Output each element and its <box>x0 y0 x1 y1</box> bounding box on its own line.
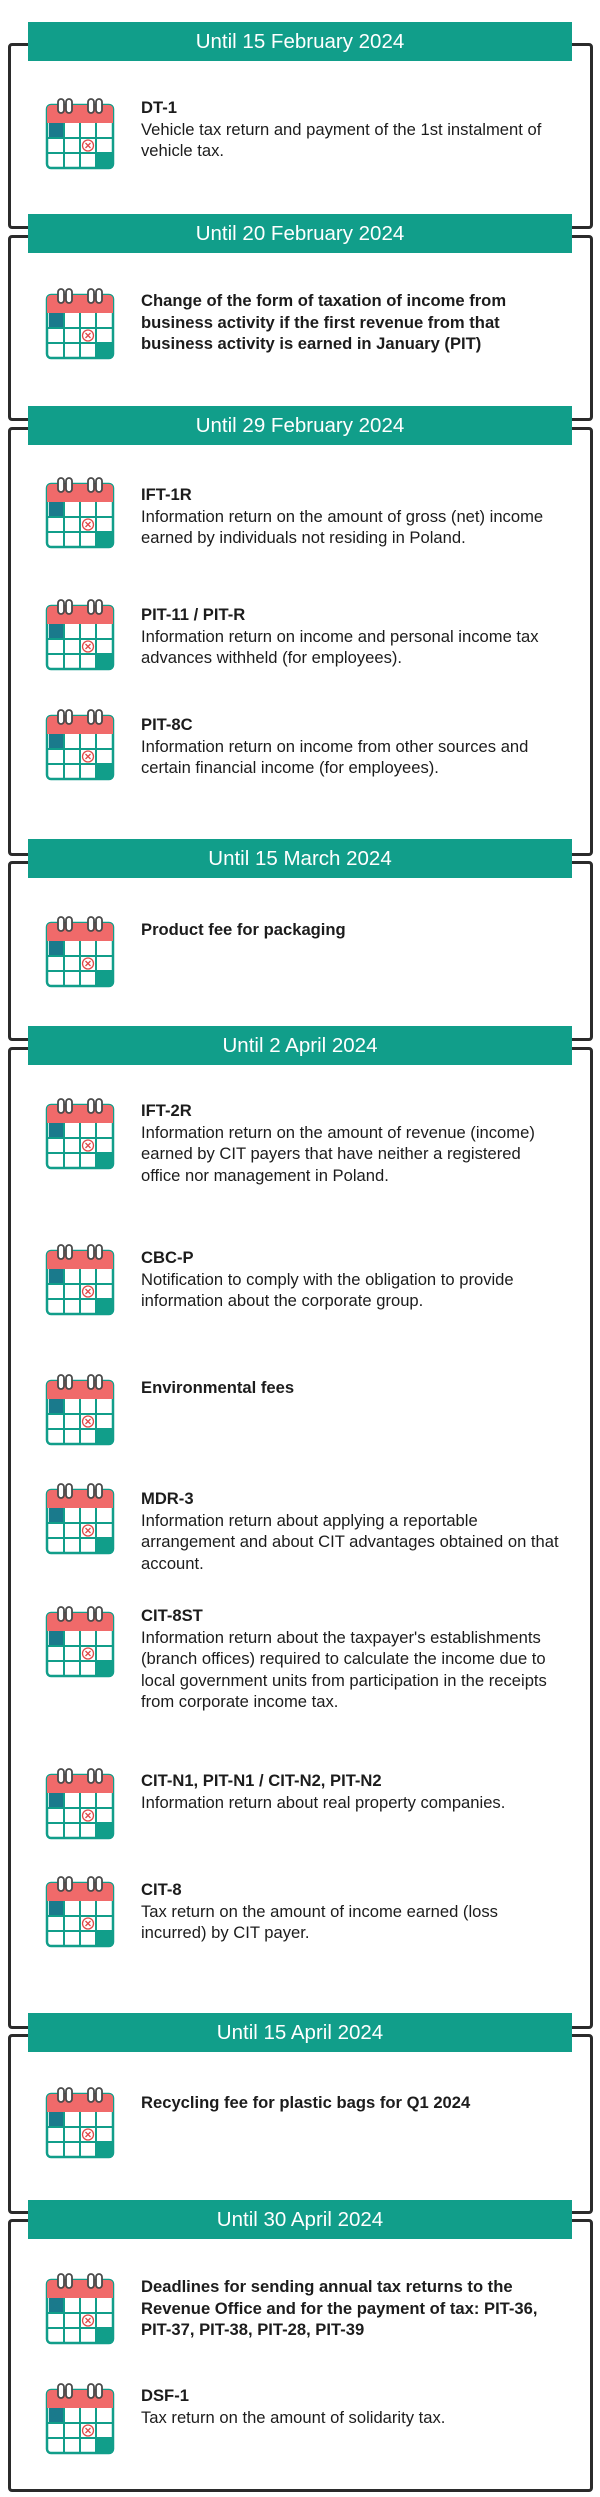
item-title: IFT-1R <box>141 485 192 504</box>
item-text <box>141 1488 561 1574</box>
item-text <box>141 604 561 669</box>
section-header-3: Until 29 February 2024 <box>28 406 572 445</box>
item-text <box>141 484 561 549</box>
calendar-icon <box>44 1875 116 1949</box>
section-header-4: Until 15 March 2024 <box>28 839 572 878</box>
calendar-icon <box>44 598 116 672</box>
item-text <box>141 1100 561 1186</box>
section-header-7: Until 30 April 2024 <box>28 2200 572 2239</box>
calendar-icon <box>44 1482 116 1556</box>
item-text <box>141 919 561 941</box>
item-text <box>141 1377 561 1399</box>
calendar-icon <box>44 1767 116 1841</box>
section-header-5: Until 2 April 2024 <box>28 1026 572 1065</box>
item-description: Information return about applying a reportable arrangement and about CIT advantages obtained on that account. <box>141 1510 559 1573</box>
item-description: Information return on income from other sources and certain financial income (for employees). <box>141 736 529 777</box>
calendar-icon <box>44 1097 116 1171</box>
item-title: Environmental fees <box>141 1378 295 1397</box>
item-description: Tax return on the amount of solidarity tax. <box>141 2407 446 2427</box>
calendar-icon <box>44 1373 116 1447</box>
item-text <box>141 97 561 162</box>
calendar-icon <box>44 476 116 550</box>
item-title: CIT-8ST <box>141 1606 203 1625</box>
item-description: Information return on the amount of gross (net) income earned by individuals not residing in Poland. <box>141 506 544 547</box>
item-description: Information return on income and personal income tax advances withheld (for employees). <box>141 626 539 667</box>
item-description: Tax return on the amount of income earned (loss incurred) by CIT payer. <box>141 1901 498 1942</box>
calendar-icon <box>44 2086 116 2160</box>
item-title: Recycling fee for plastic bags for Q1 2024 <box>141 2093 471 2112</box>
item-description: Information return about real property companies. <box>141 1792 506 1812</box>
item-text <box>141 2092 561 2114</box>
calendar-icon <box>44 708 116 782</box>
item-text <box>141 290 561 355</box>
item-text <box>141 1247 561 1312</box>
section-header-1: Until 15 February 2024 <box>28 22 572 61</box>
item-title: Product fee for packaging <box>141 920 346 939</box>
item-text <box>141 2385 561 2428</box>
item-description: Information return about the taxpayer's establishments (branch offices) required to calculate the income due to local government units from participation in the receipts from corporate income tax. <box>141 1627 547 1711</box>
item-description: Vehicle tax return and payment of the 1st instalment of vehicle tax. <box>141 119 542 160</box>
calendar-icon <box>44 915 116 989</box>
section-header-6: Until 15 April 2024 <box>28 2013 572 2052</box>
item-title: PIT-8C <box>141 715 193 734</box>
item-description: Information return on the amount of revenue (income) earned by CIT payers that have neither a registered office nor management in Poland. <box>141 1122 535 1185</box>
item-title: IFT-2R <box>141 1101 192 1120</box>
item-text <box>141 1605 561 1713</box>
calendar-icon <box>44 2382 116 2456</box>
item-title: Change of the form of taxation of income from business activity if the first revenue from that business activity is earned in January (PIT) <box>141 291 507 353</box>
item-title: CBC-P <box>141 1248 194 1267</box>
item-title: CIT-N1, PIT-N1 / CIT-N2, PIT-N2 <box>141 1771 382 1790</box>
calendar-icon <box>44 1605 116 1679</box>
calendar-icon <box>44 1243 116 1317</box>
item-title: MDR-3 <box>141 1489 194 1508</box>
calendar-icon <box>44 2272 116 2346</box>
item-text <box>141 2276 561 2341</box>
item-title: PIT-11 / PIT-R <box>141 605 246 624</box>
item-title: DSF-1 <box>141 2386 189 2405</box>
item-text <box>141 714 561 779</box>
section-header-2: Until 20 February 2024 <box>28 214 572 253</box>
item-title: DT-1 <box>141 98 177 117</box>
item-text <box>141 1879 561 1944</box>
calendar-icon <box>44 97 116 171</box>
item-text <box>141 1770 561 1813</box>
item-description: Notification to comply with the obligation to provide information about the corporate group. <box>141 1269 514 1310</box>
item-title: Deadlines for sending annual tax returns to the Revenue Office and for the payment of tax: PIT-36, PIT-37, PIT-38, PIT-28, PIT-39 <box>141 2277 538 2339</box>
calendar-icon <box>44 287 116 361</box>
item-title: CIT-8 <box>141 1880 182 1899</box>
